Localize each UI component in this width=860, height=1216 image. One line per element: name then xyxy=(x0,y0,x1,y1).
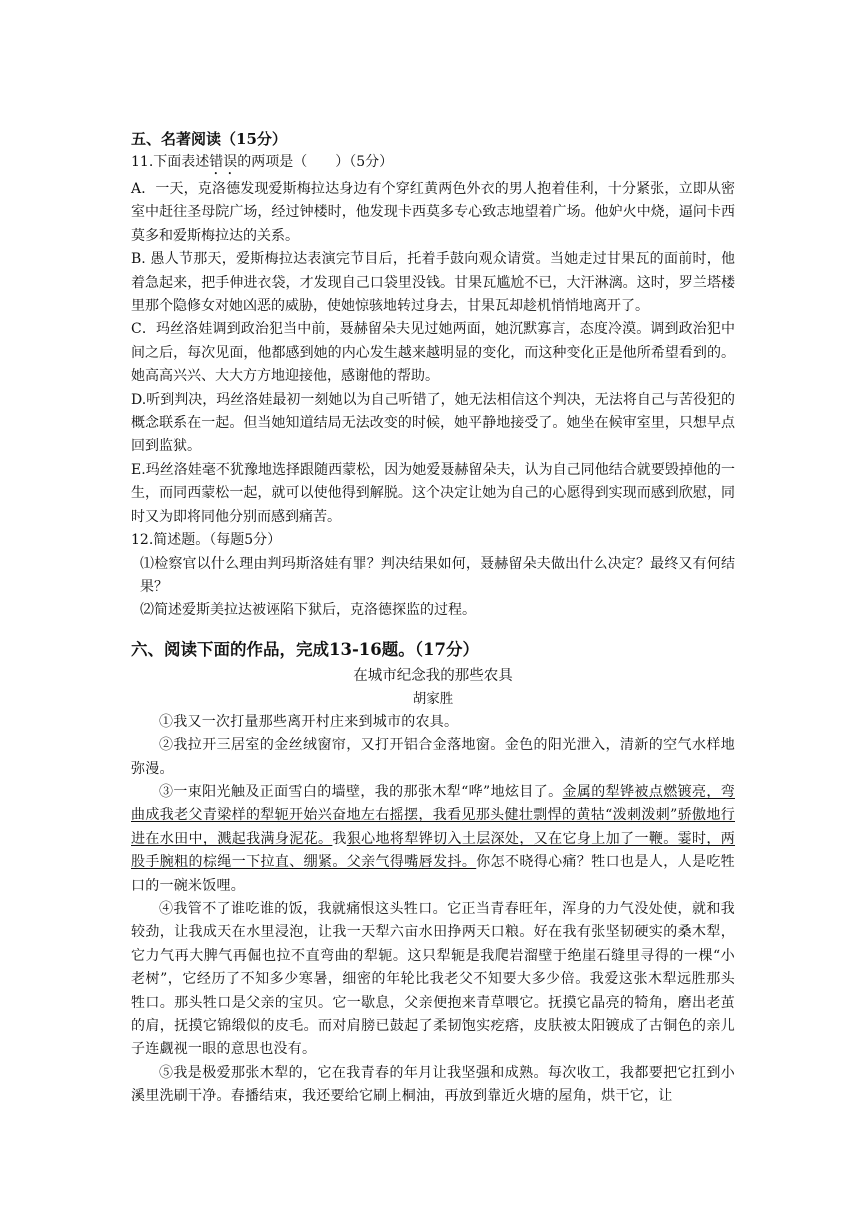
option-e: E.玛丝洛娃毫不犹豫地选择跟随西蒙松，因为她爱聂赫留朵夫，认为自己同他结合就要毁掉他的一生，而同西蒙松一起，就可以使他得到解脱。这个决定让她为自己的心愿得到实现而感到欣慰，同时又为即将同他分别而感到痛苦。 xyxy=(131,461,735,525)
paragraph-3-lead: ③一束阳光触及正面雪白的墙壁，我的那张木犁“哗”地炫目了。 xyxy=(159,783,563,800)
underlined-passage-1: 金属的犁铧被点燃镀亮，弯曲成我老父青梁样的犁轭开始兴奋地左右摇摆，我看见那头健壮剽悍的黄牯“泼刺泼刺”骄傲地行进在水田中，溅起我满身泥花。 xyxy=(131,783,735,847)
question-12-part-1: ⑴检察官以什么理由判玛斯洛娃有罪？判决结果如何，聂赫留朵夫做出什么决定？最终又有何结果？ xyxy=(140,555,735,595)
paragraph-5: ⑤我是极爱那张木犁的，它在我青春的年月让我坚强和成熟。每次收工，我都要把它扛到小溪里洗刷干净。春播结束，我还要给它刷上桐油，再放到靠近火塘的屋角，烘干它，让 xyxy=(131,1064,735,1105)
article-author: 胡家胜 xyxy=(412,690,454,707)
emphasis-dots-text: 错误 xyxy=(209,154,238,170)
question-12-part-2: ⑵简述爱斯美拉达被诬陷下狱后，克洛德探监的过程。 xyxy=(140,602,476,619)
option-c: C．玛丝洛娃调到政治犯当中前，聂赫留朵夫见过她两面，她沉默寡言，态度冷漠。调到政治犯中间之后，每次见面，他都感到她的内心发生越来越明显的变化，而这种变化正是他所希望看到的。她高高兴兴、大大方方地迎接他，感谢他的帮助。 xyxy=(131,321,735,385)
option-b: B. 愚人节那天，爱斯梅拉达表演完节目后，托着手鼓向观众请赏。当她走过甘果瓦的面前时，他着急起来，把手伸进衣袋，才发现自己口袋里没钱。甘果瓦尴尬不已，大汗淋漓。这时，罗兰塔楼里那个隐修女对她凶恶的威胁，使她惊骇地转过身去，甘果瓦却趁机悄悄地离开了。 xyxy=(131,251,735,315)
paragraph-3-mid: 我 xyxy=(332,830,347,847)
option-a: A．一天，克洛德发现爱斯梅拉达身边有个穿红黄两色外衣的男人抱着佳利，十分紧张，立即从密室中赶往圣母院广场，经过钟楼时，他发现卡西莫多专心致志地望着广场。他妒火中烧，逼问卡西莫多和爱斯梅拉达的关系。 xyxy=(131,181,735,244)
paragraph-1: ①我又一次打量那些离开村庄来到城市的农具。 xyxy=(159,713,459,730)
article-title: 在城市纪念我的那些农具 xyxy=(353,667,513,684)
paragraph-3-tail: 你怎不晓得心痛？牲口也是人，人是吃牲口的一碗米饭哩。 xyxy=(131,854,735,894)
section-6-heading: 六、阅读下面的作品，完成13-16题。（17分） xyxy=(131,639,479,659)
question-12-stem: 12.简述题。（每题5分） xyxy=(131,532,282,549)
question-11-suffix: 的两项是（ ）（5分） xyxy=(237,154,394,170)
question-11-stem xyxy=(131,151,735,178)
document-page xyxy=(131,128,735,1109)
underlined-passage-2: 狠心地将犁铧切入土层深处，又在它身上加了一鞭。霎时，两股手腕粗的棕绳一下拉直、绷紧。父亲气得嘴唇发抖。 xyxy=(131,830,736,871)
section-5-heading: 五、名著阅读（15分） xyxy=(131,130,287,148)
article-body xyxy=(131,711,735,1109)
paragraph-2: ②我拉开三居室的金丝绒窗帘，又打开铝合金落地窗。金色的阳光泄入，清新的空气水样地弥漫。 xyxy=(131,737,735,777)
option-d: D.听到判决，玛丝洛娃最初一刻她以为自己听错了，她无法相信这个判决，无法将自己与苦役犯的概念联系在一起。但当她知道结局无法改变的时候，她平静地接受了。她坐在候审室里，只想早点回到监狱。 xyxy=(131,391,735,455)
paragraph-4: ④我管不了谁吃谁的饭，我就痛恨这头牲口。它正当青春旺年，浑身的力气没处使，就和我较劲，让我成天在水里浸泡，让我一天犁六亩水田挣两天口粮。好在我有张坚韧硬实的桑木犁，它力气再大脾气再倔也拉不直弯曲的犁轭。这只犁轭是我爬岩溜壁于绝崖石缝里寻得的一棵“小老树”，它经历了不知多少寒暑，细密的年轮比我老父不知要大多少倍。我爱这张木犁远胜那头牲口。那头牲口是父亲的宝贝。它一歇息，父亲便抱来青草喂它。抚摸它晶亮的犄角，磨出老茧的肩，抚摸它锦缎似的皮毛。而对肩膀已鼓起了柔韧饱实疙瘩，皮肤被太阳镀成了古铜色的亲儿子连觑视一眼的意思也没有。 xyxy=(131,900,735,1058)
paragraph-3 xyxy=(131,781,735,898)
question-11-prefix: 11.下面表述 xyxy=(131,154,210,170)
